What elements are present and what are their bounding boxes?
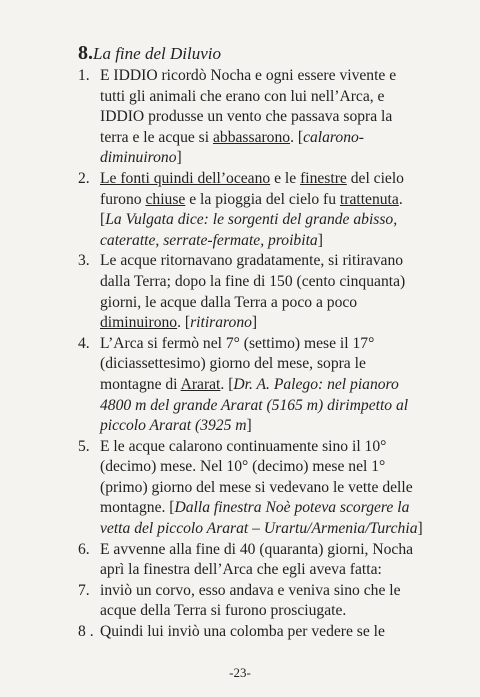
verse-text: Quindi lui inviò una colomba per vedere se le — [100, 623, 385, 641]
verse-text: ] — [176, 149, 182, 167]
underlined-term: abbassarono — [213, 128, 291, 146]
verse-note: Dalla finestra Noè poteva scorgere la vetta del piccolo Ararat – Urartu/Armenia/Turchia — [100, 499, 418, 538]
verse-note: La Vulgata dice: le sorgenti del grande abisso, cateratte, serrate-fermate, proibita — [100, 211, 398, 249]
verse-text: L’Arca si fermò nel 7° (settimo) mese il 17° (diciassettesimo) giorno del mese, sopra le montagne di — [100, 334, 375, 393]
underlined-term: finestre — [300, 169, 347, 187]
verse-text: inviò un corvo, esso andava e veniva sino che le acque della Terra si furono prosciugate. — [100, 581, 401, 620]
verse-text: . [ — [100, 190, 403, 229]
chapter-title: La fine del Diluvio — [93, 44, 221, 63]
verse-number: 8 . — [78, 623, 94, 641]
verse-number: 6. — [78, 540, 90, 558]
verse-text: e la pioggia del cielo fu — [185, 190, 340, 208]
underlined-term: Le fonti quindi dell’oceano — [100, 169, 271, 187]
page-number: -23- — [229, 665, 251, 680]
underlined-term: Ararat — [180, 375, 221, 393]
verse-text: ] — [246, 417, 252, 435]
verse-item — [0, 251, 480, 333]
verse-text: . [ — [177, 314, 191, 332]
verse-text: E avvenne alla fine di 40 (quaranta) giorni, Nocha aprì la finestra dell’Arca che egli aveva fatta: — [100, 540, 414, 579]
verse-text: E IDDIO ricordò Nocha e ogni essere vivente e tutti gli animali che erano con lui nell’Arca, e IDDIO produsse un vento che passava sopra la terra e le acque si — [100, 67, 397, 146]
verse-item — [0, 540, 480, 581]
verse-item — [0, 334, 480, 437]
verse-text: . [ — [220, 375, 234, 393]
chapter-number: 8. — [78, 42, 93, 64]
verse-text: ] — [251, 314, 258, 332]
verse-text: ] — [417, 520, 423, 538]
verse-item — [0, 66, 480, 169]
verse-number: 1. — [78, 67, 90, 84]
verse-text: E le acque calarono continuamente sino il 10° (decimo) mese. Nel 10° (decimo) mese nel 1° (primo) giorno del mese si vedevano le vette delle montagne. [ — [100, 437, 413, 517]
verse-text: . [ — [290, 128, 304, 146]
verse-item — [0, 622, 480, 643]
verse-list — [0, 66, 480, 643]
verse-note: ritirarono — [190, 314, 252, 332]
underlined-term: trattenuta — [339, 190, 399, 208]
chapter-heading — [78, 42, 221, 65]
verse-item — [0, 169, 480, 251]
verse-item — [0, 437, 480, 540]
verse-number: 2. — [78, 169, 90, 187]
verse-text: e le — [270, 169, 301, 187]
verse-item — [0, 581, 480, 622]
verse-note: Dr. A. Palego: nel pianoro 4800 m del grande Ararat (5165 m) dirimpetto al piccolo Ararat (3925 m — [100, 375, 409, 435]
verse-number: 3. — [78, 252, 90, 270]
verse-number: 7. — [78, 581, 90, 599]
verse-note: calarono-diminuirono — [100, 128, 364, 167]
verse-number: 5. — [78, 437, 90, 455]
verse-text: del cielo furono — [100, 169, 404, 208]
verse-text: ] — [317, 231, 323, 249]
verse-number: 4. — [78, 334, 90, 352]
underlined-term: diminuirono — [100, 314, 178, 332]
verse-text: Le acque ritornavano gradatamente, si ritiravano dalla Terra; dopo la fine di 150 (cento cinquanta) giorni, le acque dalla Terra a poco a poco — [100, 252, 406, 311]
underlined-term: chiuse — [145, 190, 186, 208]
